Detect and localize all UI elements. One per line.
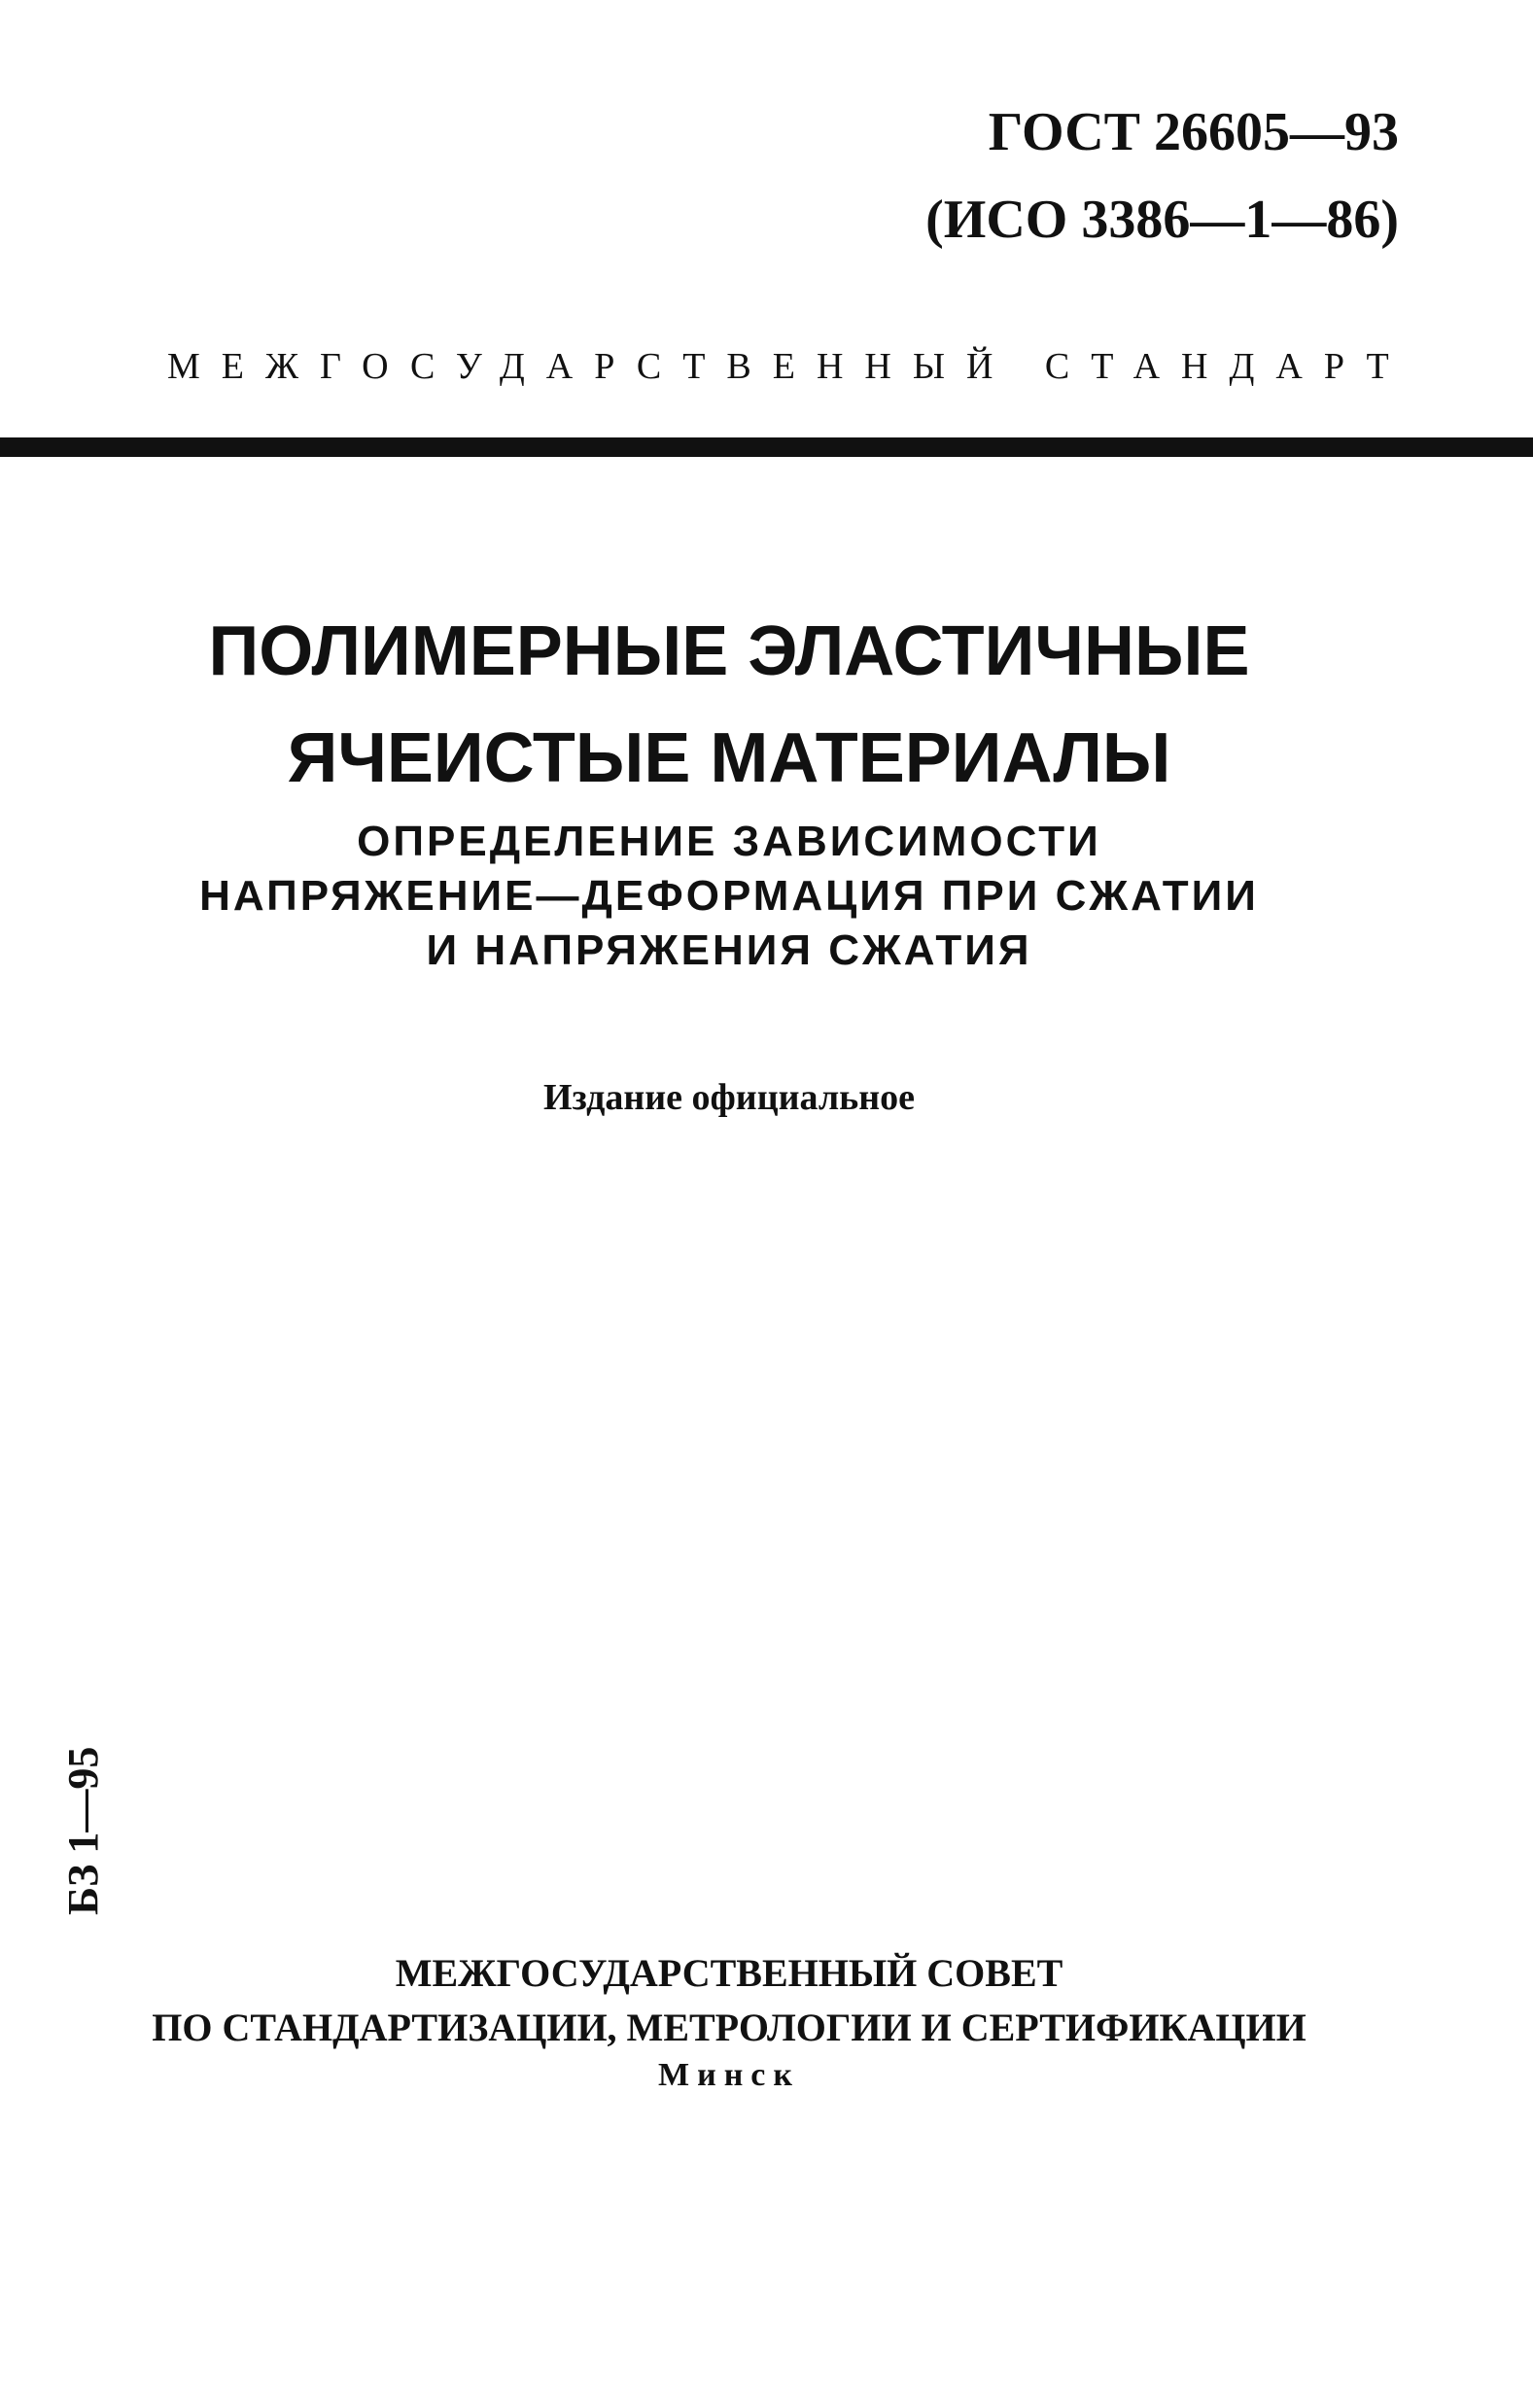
iso-equivalent-number: (ИСО 3386—1—86) bbox=[925, 190, 1399, 250]
side-catalog-code: БЗ 1—95 bbox=[59, 1746, 107, 1915]
publisher-block bbox=[0, 1946, 1458, 2055]
main-title-line-1: ПОЛИМЕРНЫЕ ЭЛАСТИЧНЫЕ bbox=[208, 612, 1250, 690]
main-title bbox=[0, 598, 1458, 812]
publication-city: Минск bbox=[658, 2057, 800, 2093]
standard-type-label: МЕЖГОСУДАРСТВЕННЫЙ СТАНДАРТ bbox=[167, 346, 1411, 387]
subtitle-line-2: НАПРЯЖЕНИЕ—ДЕФОРМАЦИЯ ПРИ СЖАТИИ bbox=[199, 872, 1259, 920]
edition-label: Издание официальное bbox=[542, 1077, 915, 1118]
main-title-line-2: ЯЧЕИСТЫЕ МАТЕРИАЛЫ bbox=[287, 719, 1171, 797]
publisher-line-2: ПО СТАНДАРТИЗАЦИИ, МЕТРОЛОГИИ И СЕРТИФИКАЦИИ bbox=[152, 2006, 1307, 2049]
subtitle bbox=[0, 815, 1458, 978]
subtitle-line-3: И НАПРЯЖЕНИЯ СЖАТИЯ bbox=[426, 926, 1032, 974]
document-number: ГОСТ 26605—93 bbox=[988, 102, 1399, 162]
header-divider bbox=[0, 437, 1533, 457]
subtitle-line-1: ОПРЕДЕЛЕНИЕ ЗАВИСИМОСТИ bbox=[357, 818, 1101, 865]
publisher-line-1: МЕЖГОСУДАРСТВЕННЫЙ СОВЕТ bbox=[395, 1951, 1063, 1995]
